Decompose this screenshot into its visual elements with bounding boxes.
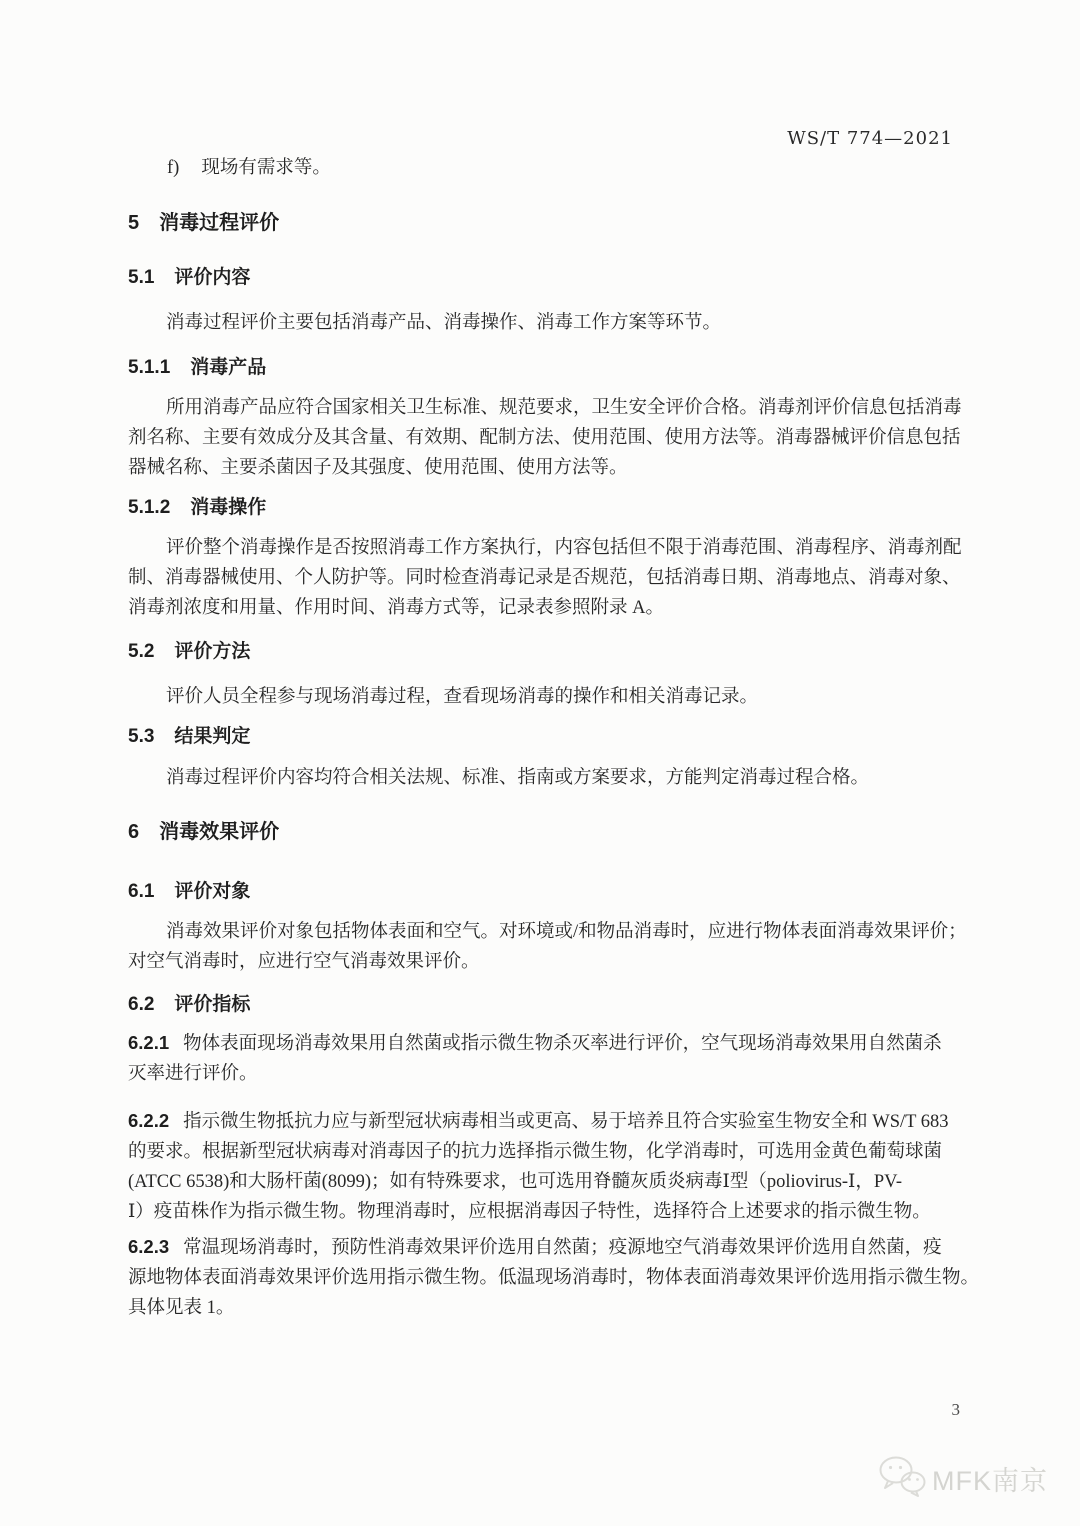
paragraph-6-1 — [128, 917, 990, 977]
clause-first-line — [128, 1106, 990, 1137]
document-body — [128, 153, 990, 1323]
section-heading-5-2 — [128, 637, 990, 667]
clause-first-line — [128, 1232, 990, 1263]
paragraph-line: 消毒剂浓度和用量、作用时间、消毒方式等，记录表参照附录 A。 — [128, 598, 664, 618]
clause-6-2-3 — [128, 1232, 990, 1323]
clause-text: 指示微生物抵抗力应与新型冠状病毒相当或更高、易于培养且符合实验室生物安全和 WS/T 683 — [183, 1112, 949, 1132]
standard-number-header: WS/T 774—2021 — [787, 128, 953, 149]
clause-number: 6.2.2 — [128, 1110, 170, 1131]
paragraph-line: 源地物体表面消毒效果评价选用指示微生物。低温现场消毒时，物体表面消毒效果评价选用指示微生物。 — [128, 1268, 980, 1288]
section-heading-5-1-2 — [128, 493, 990, 523]
watermark-text: MFK南京 — [932, 1466, 1048, 1496]
clause-text: 物体表面现场消毒效果用自然菌或指示微生物杀灭率进行评价，空气现场消毒效果用自然菌杀 — [183, 1034, 942, 1054]
clause-text: 常温现场消毒时，预防性消毒效果评价选用自然菌；疫源地空气消毒效果评价选用自然菌，疫 — [183, 1238, 942, 1258]
paragraph-5-3 — [128, 763, 990, 793]
clause-number: 6.2.3 — [128, 1236, 170, 1257]
paragraph-line: 的要求。根据新型冠状病毒对消毒因子的抗力选择指示微生物，化学消毒时，可选用金黄色葡萄球菌 — [128, 1142, 943, 1162]
clause-6-2-2 — [128, 1106, 990, 1227]
paragraph-line: 剂名称、主要有效成分及其含量、有效期、配制方法、使用范围、使用方法等。消毒器械评价信息包括 — [128, 428, 961, 448]
section-heading-5-1-1 — [128, 353, 990, 383]
section-heading-6-1 — [128, 877, 990, 907]
paragraph-line: 评价人员全程参与现场消毒过程，查看现场消毒的操作和相关消毒记录。 — [166, 687, 759, 707]
section-title: 评价方法 — [174, 641, 251, 662]
section-title: 消毒效果评价 — [159, 821, 280, 843]
section-heading-6 — [128, 817, 990, 847]
section-number: 5.2 — [128, 641, 155, 662]
paragraph-line: 评价整个消毒操作是否按照消毒工作方案执行，内容包括但不限于消毒范围、消毒程序、消毒剂配 — [166, 538, 962, 558]
section-title: 评价指标 — [174, 994, 251, 1015]
section-number: 6.1 — [128, 881, 155, 902]
section-heading-5-1 — [128, 263, 990, 293]
watermark — [878, 1455, 1048, 1502]
section-number: 6.2 — [128, 994, 155, 1015]
paragraph-line: 器械名称、主要杀菌因子及其强度、使用范围、使用方法等。 — [128, 458, 628, 478]
paragraph-line: 消毒效果评价对象包括物体表面和空气。对环境或/和物品消毒时，应进行物体表面消毒效果评价； — [166, 922, 967, 942]
section-title: 结果判定 — [174, 726, 251, 747]
section-heading-5 — [128, 208, 990, 238]
paragraph-line: 对空气消毒时，应进行空气消毒效果评价。 — [128, 952, 480, 972]
section-title: 评价内容 — [174, 267, 251, 288]
paragraph-5-1-2 — [128, 533, 990, 623]
list-item-text: 现场有需求等。 — [201, 158, 331, 178]
paragraph-5-1 — [128, 308, 990, 338]
section-title: 消毒操作 — [190, 497, 267, 518]
wechat-logo-icon — [878, 1455, 926, 1502]
section-number: 5.1.2 — [128, 497, 171, 518]
section-number: 5 — [128, 212, 140, 234]
page-number: 3 — [951, 1400, 960, 1419]
section-number: 5.1.1 — [128, 357, 171, 378]
paragraph-line: 灭率进行评价。 — [128, 1064, 258, 1084]
section-number: 5.1 — [128, 267, 155, 288]
paragraph-line: 具体见表 1。 — [128, 1298, 235, 1318]
paragraph-line: 消毒过程评价主要包括消毒产品、消毒操作、消毒工作方案等环节。 — [166, 313, 722, 333]
clause-number: 6.2.1 — [128, 1032, 170, 1053]
section-title: 评价对象 — [174, 881, 251, 902]
clause-first-line — [128, 1028, 990, 1059]
section-number: 5.3 — [128, 726, 155, 747]
paragraph-line: 制、消毒器械使用、个人防护等。同时检查消毒记录是否规范，包括消毒日期、消毒地点、消毒对象、 — [128, 568, 961, 588]
section-heading-6-2 — [128, 990, 990, 1020]
clause-6-2-1 — [128, 1028, 990, 1089]
section-title: 消毒过程评价 — [159, 212, 280, 234]
paragraph-line: 消毒过程评价内容均符合相关法规、标准、指南或方案要求，方能判定消毒过程合格。 — [166, 768, 870, 788]
paragraph-line: (ATCC 6538)和大肠杆菌(8099)；如有特殊要求，也可选用脊髓灰质炎病毒Ⅰ型（poliovirus-Ⅰ，PV- — [128, 1172, 902, 1192]
paragraph-line: Ⅰ）疫苗株作为指示微生物。物理消毒时，应根据消毒因子特性，选择符合上述要求的指示微生物。 — [128, 1202, 931, 1222]
section-heading-5-3 — [128, 722, 990, 752]
section-number: 6 — [128, 821, 140, 843]
list-item-f — [128, 153, 990, 183]
paragraph-line: 所用消毒产品应符合国家相关卫生标准、规范要求，卫生安全评价合格。消毒剂评价信息包括消毒 — [166, 398, 962, 418]
section-title: 消毒产品 — [190, 357, 267, 378]
paragraph-5-2 — [128, 682, 990, 712]
paragraph-5-1-1 — [128, 393, 990, 483]
list-item-label: f) — [167, 158, 180, 178]
